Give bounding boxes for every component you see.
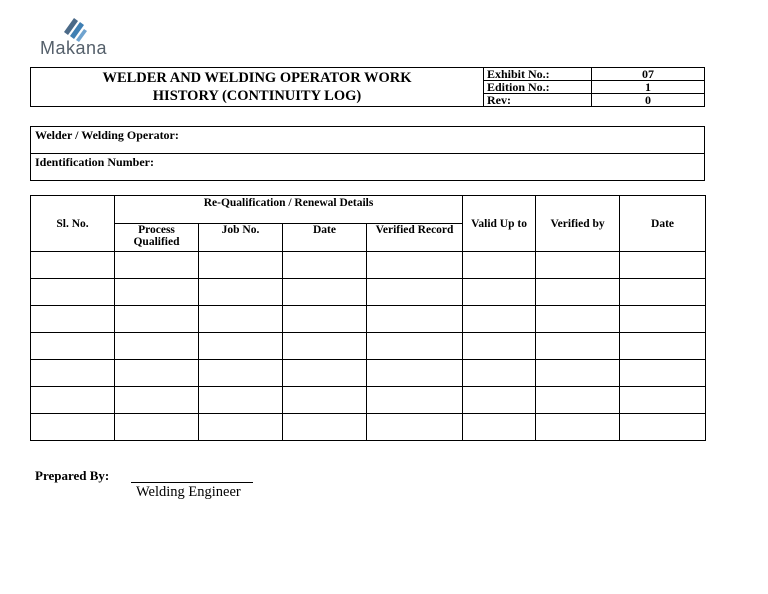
rev-label: Rev: — [484, 94, 592, 107]
signature-line[interactable] — [131, 482, 253, 483]
table-cell[interactable] — [620, 306, 706, 333]
table-cell[interactable] — [367, 360, 463, 387]
header-valid-up-to: Valid Up to — [463, 196, 536, 252]
table-cell[interactable] — [115, 414, 199, 441]
table-cell[interactable] — [463, 414, 536, 441]
table-cell[interactable] — [199, 414, 283, 441]
table-cell[interactable] — [463, 306, 536, 333]
document-header-table — [30, 67, 705, 107]
table-cell[interactable] — [283, 414, 367, 441]
table-cell[interactable] — [115, 279, 199, 306]
signatory-role: Welding Engineer — [136, 484, 241, 500]
table-cell[interactable] — [463, 360, 536, 387]
table-cell[interactable] — [367, 279, 463, 306]
process-line-2: Qualified — [133, 236, 180, 248]
table-cell[interactable] — [31, 387, 115, 414]
title-line-2: HISTORY (CONTINUITY LOG) — [152, 88, 362, 104]
table-cell[interactable] — [31, 252, 115, 279]
identification-number-field[interactable]: Identification Number: — [31, 154, 705, 181]
table-cell[interactable] — [620, 279, 706, 306]
table-cell[interactable] — [31, 306, 115, 333]
table-cell[interactable] — [31, 414, 115, 441]
header-sl-no: Sl. No. — [31, 196, 115, 252]
table-cell[interactable] — [620, 360, 706, 387]
header-date-2: Date — [620, 196, 706, 252]
table-cell[interactable] — [283, 333, 367, 360]
edition-value: 1 — [592, 81, 705, 94]
table-cell[interactable] — [620, 252, 706, 279]
table-cell[interactable] — [115, 252, 199, 279]
table-cell[interactable] — [31, 279, 115, 306]
table-row — [31, 360, 706, 387]
company-logo — [38, 14, 118, 60]
header-verified-record: Verified Record — [367, 224, 463, 252]
table-cell[interactable] — [199, 252, 283, 279]
exhibit-value: 07 — [592, 68, 705, 81]
edition-label: Edition No.: — [484, 81, 592, 94]
welder-operator-field[interactable]: Welder / Welding Operator: — [31, 127, 705, 154]
table-cell[interactable] — [536, 360, 620, 387]
continuity-log-table — [30, 195, 706, 441]
table-row — [31, 414, 706, 441]
table-cell[interactable] — [367, 252, 463, 279]
table-cell[interactable] — [620, 333, 706, 360]
table-cell[interactable] — [367, 333, 463, 360]
table-cell[interactable] — [367, 414, 463, 441]
process-line-1: Process — [138, 224, 175, 236]
exhibit-label: Exhibit No.: — [484, 68, 592, 81]
rev-value: 0 — [592, 94, 705, 107]
table-row — [31, 306, 706, 333]
table-cell[interactable] — [620, 414, 706, 441]
title-line-1: WELDER AND WELDING OPERATOR WORK — [102, 70, 412, 86]
brand-name: Makana — [40, 38, 108, 58]
table-cell[interactable] — [283, 252, 367, 279]
table-cell[interactable] — [283, 306, 367, 333]
prepared-by-label: Prepared By: — [35, 468, 110, 483]
table-cell[interactable] — [536, 414, 620, 441]
table-cell[interactable] — [31, 360, 115, 387]
table-cell[interactable] — [115, 387, 199, 414]
document-title — [31, 68, 484, 107]
welder-info-table — [30, 126, 705, 181]
table-row — [31, 252, 706, 279]
table-cell[interactable] — [463, 279, 536, 306]
table-cell[interactable] — [536, 387, 620, 414]
header-job-no: Job No. — [199, 224, 283, 252]
table-cell[interactable] — [115, 360, 199, 387]
table-cell[interactable] — [199, 306, 283, 333]
table-cell[interactable] — [199, 360, 283, 387]
table-cell[interactable] — [536, 333, 620, 360]
table-row — [31, 387, 706, 414]
table-cell[interactable] — [367, 306, 463, 333]
header-process-qualified — [115, 224, 199, 252]
header-date: Date — [283, 224, 367, 252]
table-cell[interactable] — [463, 387, 536, 414]
table-cell[interactable] — [536, 252, 620, 279]
table-cell[interactable] — [31, 333, 115, 360]
table-cell[interactable] — [620, 387, 706, 414]
table-cell[interactable] — [115, 306, 199, 333]
table-cell[interactable] — [283, 387, 367, 414]
table-cell[interactable] — [283, 360, 367, 387]
table-row — [31, 279, 706, 306]
table-cell[interactable] — [536, 306, 620, 333]
header-verified-by: Verified by — [536, 196, 620, 252]
table-cell[interactable] — [283, 279, 367, 306]
table-cell[interactable] — [463, 333, 536, 360]
table-cell[interactable] — [199, 387, 283, 414]
header-requalification-group: Re-Qualification / Renewal Details — [115, 196, 463, 224]
table-cell[interactable] — [199, 333, 283, 360]
table-cell[interactable] — [536, 279, 620, 306]
table-cell[interactable] — [115, 333, 199, 360]
table-row — [31, 333, 706, 360]
table-cell[interactable] — [199, 279, 283, 306]
table-cell[interactable] — [367, 387, 463, 414]
table-cell[interactable] — [463, 252, 536, 279]
